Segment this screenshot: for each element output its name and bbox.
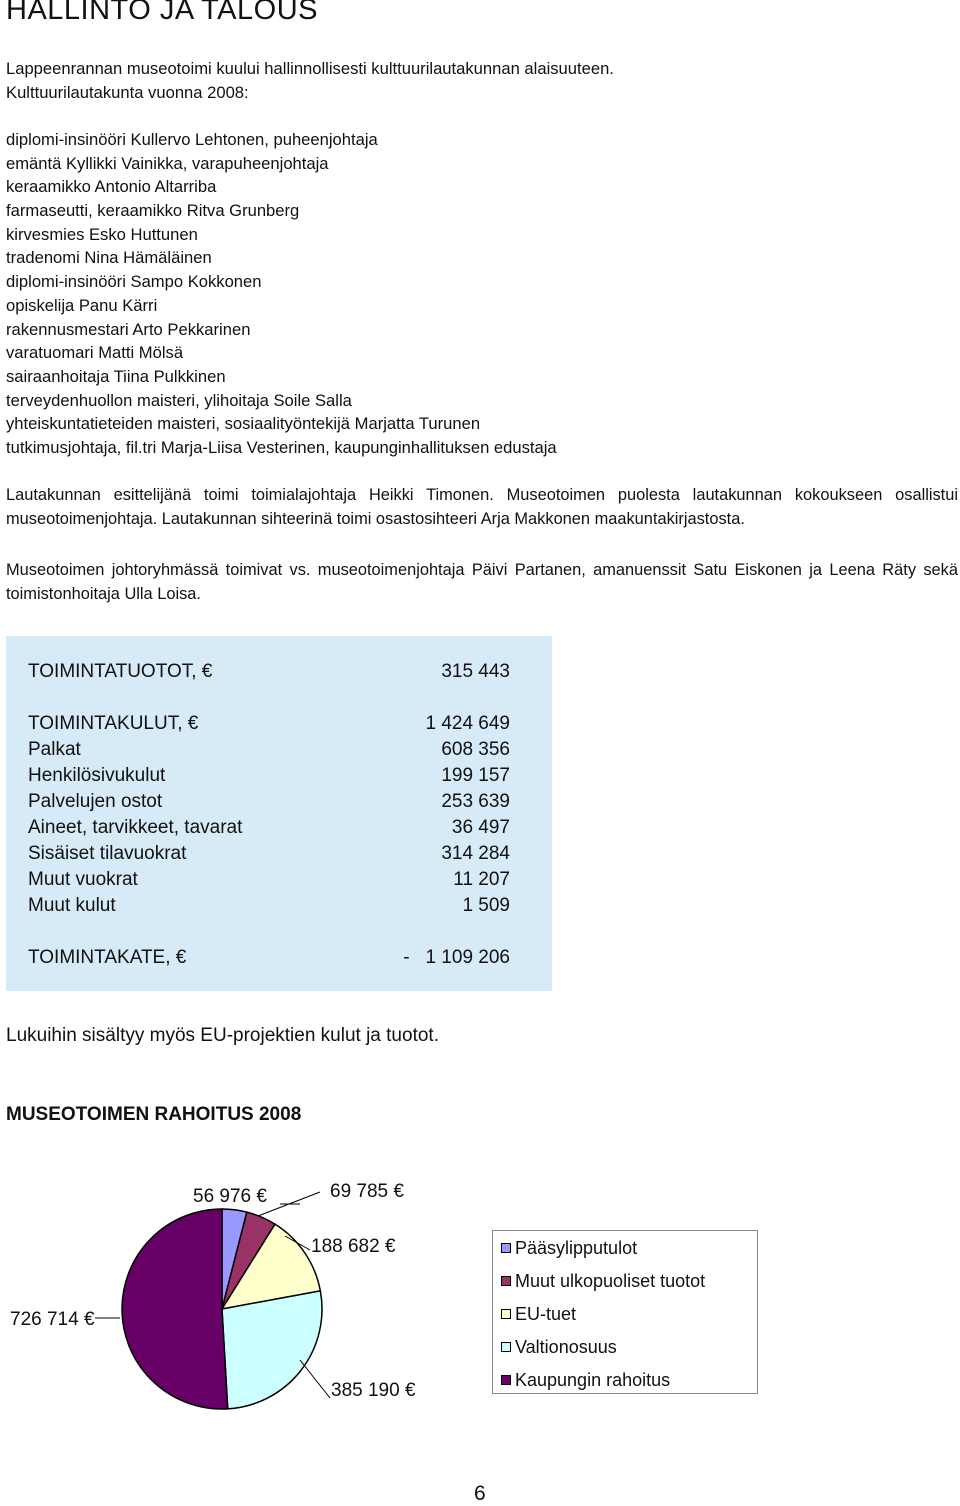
- committee-member-list: [6, 128, 557, 460]
- budget-row: [28, 659, 510, 685]
- page-title: HALLINTO JA TALOUS: [6, 0, 318, 26]
- eu-note: Lukuihin sisältyy myös EU-projektien kulut ja tuotot.: [6, 1025, 439, 1046]
- legend-item: [515, 1370, 670, 1390]
- legend-label: Muut ulkopuoliset tuotot: [515, 1271, 706, 1291]
- budget-label: TOIMINTATUOTOT, €: [28, 661, 213, 682]
- budget-value: 1 424 649: [425, 713, 510, 734]
- intro-line: Lappeenrannan museotoimi kuului hallinnollisesti kulttuurilautakunnan alaisuuteen.: [6, 59, 614, 78]
- budget-label: Muut kulut: [28, 895, 116, 916]
- presenter-paragraph: Lautakunnan esittelijänä toimi toimialajohtaja Heikki Timonen. Museotoimen puolesta lautakunnan kokoukseen osallistui museotoimenjohtaja. Lautakunnan sihteerinä toimi osastosihteeri Arja Makkonen maakuntakirjastosta.: [6, 486, 958, 528]
- list-item: diplomi-insinööri Sampo Kokkonen: [6, 272, 262, 292]
- legend-swatch: [501, 1309, 511, 1319]
- budget-row: [28, 763, 510, 789]
- legend-label: Pääsylipputulot: [515, 1238, 638, 1258]
- page-number: 6: [474, 1482, 486, 1505]
- slice-label-0: 56 976 €: [193, 1186, 267, 1207]
- legend-swatch: [501, 1375, 511, 1385]
- list-item: farmaseutti, keraamikko Ritva Grunberg: [6, 201, 300, 221]
- chart-legend: [492, 1230, 758, 1394]
- list-item: keraamikko Antonio Altarriba: [6, 177, 217, 197]
- budget-label: Aineet, tarvikkeet, tavarat: [28, 817, 243, 838]
- budget-row: [28, 945, 510, 971]
- list-item: opiskelija Panu Kärri: [6, 295, 158, 315]
- legend-swatch: [501, 1342, 511, 1352]
- pie-slice-3: [222, 1291, 322, 1409]
- budget-value: - 1 109 206: [403, 947, 510, 968]
- budget-value: 11 207: [453, 869, 510, 890]
- leader-line-3: [300, 1360, 330, 1398]
- leader-line-1: [258, 1192, 320, 1216]
- intro-paragraph: [6, 57, 956, 104]
- budget-box: [6, 636, 552, 991]
- budget-value: 199 157: [441, 765, 510, 786]
- budget-value: 315 443: [441, 661, 510, 682]
- slice-label-2: 188 682 €: [311, 1236, 396, 1257]
- budget-row: [28, 711, 510, 737]
- pie-slice-4: [122, 1209, 228, 1409]
- management-paragraph: Museotoimen johtoryhmässä toimivat vs. museotoimenjohtaja Päivi Partanen, amanuenssit Satu Eiskonen ja Leena Räty sekä toimistonhoitaja Ulla Loisa.: [6, 561, 958, 603]
- budget-row: [28, 867, 510, 893]
- budget-value: 608 356: [441, 739, 510, 760]
- pie-group: [122, 1209, 322, 1409]
- legend-label: EU-tuet: [515, 1304, 577, 1324]
- legend-label: Valtionosuus: [515, 1337, 617, 1357]
- legend-swatch: [501, 1276, 511, 1286]
- legend-item: [515, 1271, 705, 1291]
- budget-label: Palkat: [28, 739, 81, 760]
- legend-label: Kaupungin rahoitus: [515, 1370, 671, 1390]
- budget-row: [28, 815, 510, 841]
- list-item: varatuomari Matti Mölsä: [6, 343, 184, 363]
- budget-label: TOIMINTAKULUT, €: [28, 713, 199, 734]
- legend-item: [515, 1304, 576, 1324]
- budget-label: Palvelujen ostot: [28, 791, 163, 812]
- budget-label: Sisäiset tilavuokrat: [28, 843, 187, 864]
- budget-label: TOIMINTAKATE, €: [28, 947, 187, 968]
- list-item: rakennusmestari Arto Pekkarinen: [6, 319, 251, 339]
- budget-row: [28, 893, 510, 919]
- budget-label: Muut vuokrat: [28, 869, 138, 890]
- list-item: emäntä Kyllikki Vainikka, varapuheenjohtaja: [6, 153, 329, 173]
- list-item: tradenomi Nina Hämäläinen: [6, 248, 212, 268]
- slice-label-1: 69 785 €: [330, 1181, 404, 1202]
- legend-item: [515, 1238, 637, 1258]
- budget-row: [28, 737, 510, 763]
- funding-pie-chart: [0, 1160, 960, 1460]
- list-item: sairaanhoitaja Tiina Pulkkinen: [6, 366, 226, 386]
- budget-value: 314 284: [441, 843, 510, 864]
- budget-value: 36 497: [451, 817, 510, 838]
- intro-line: Kulttuurilautakunta vuonna 2008:: [6, 82, 249, 102]
- legend-item: [515, 1337, 617, 1357]
- budget-value: 253 639: [441, 791, 510, 812]
- chart-section-title: MUSEOTOIMEN RAHOITUS 2008: [6, 1104, 302, 1125]
- slice-label-3: 385 190 €: [331, 1380, 416, 1401]
- legend-swatch: [501, 1243, 511, 1253]
- list-item: yhteiskuntatieteiden maisteri, sosiaalityöntekijä Marjatta Turunen: [6, 414, 481, 434]
- list-item: terveydenhuollon maisteri, ylihoitaja Soile Salla: [6, 390, 352, 410]
- slice-label-4: 726 714 €: [10, 1309, 95, 1330]
- budget-row: [28, 841, 510, 867]
- list-item: diplomi-insinööri Kullervo Lehtonen, puheenjohtaja: [6, 130, 378, 149]
- list-item: tutkimusjohtaja, fil.tri Marja-Liisa Vesterinen, kaupunginhallituksen edustaja: [6, 437, 557, 457]
- list-item: kirvesmies Esko Huttunen: [6, 224, 198, 244]
- budget-value: 1 509: [462, 895, 510, 916]
- budget-row: [28, 789, 510, 815]
- budget-label: Henkilösivukulut: [28, 765, 166, 786]
